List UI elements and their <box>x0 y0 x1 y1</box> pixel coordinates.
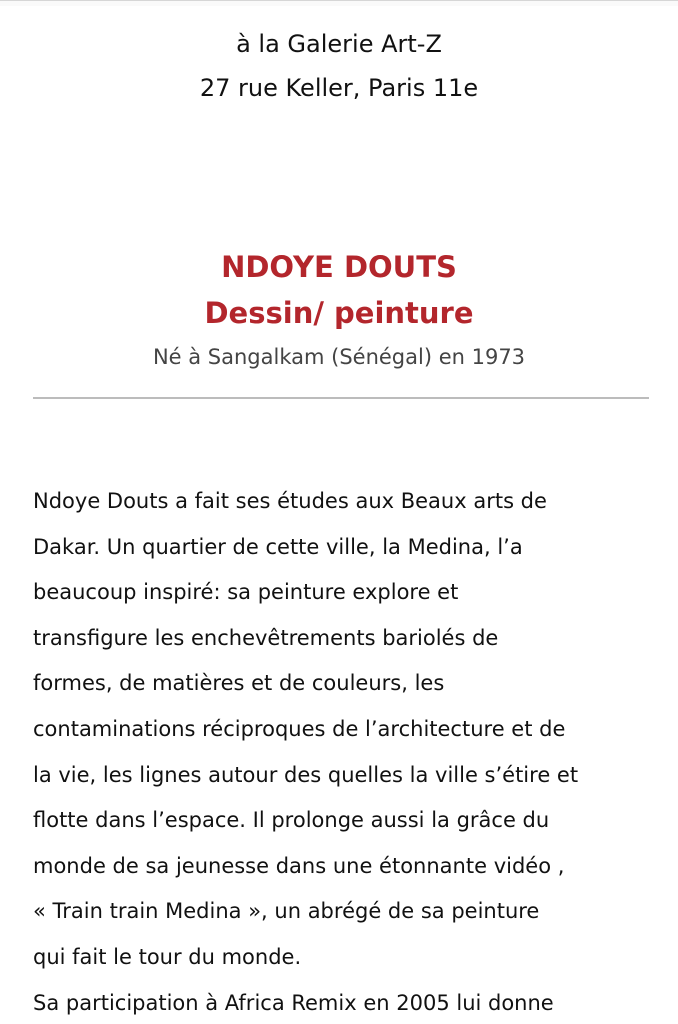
bio-line: contaminations réciproques de l’architecture et de <box>33 716 566 741</box>
venue-name: à la Galerie Art-Z <box>236 30 442 58</box>
bio-line: Sa participation à Africa Remix en 2005 lui donne <box>33 990 554 1015</box>
artist-medium: Dessin/ peinture <box>204 296 474 330</box>
venue-address: 27 rue Keller, Paris 11e <box>199 74 479 102</box>
venue-block <box>0 22 678 110</box>
bio-text <box>33 479 663 1024</box>
bio-line: monde de sa jeunesse dans une étonnante vidéo , <box>33 853 565 878</box>
bio-line: Dakar. Un quartier de cette ville, la Medina, l’a <box>33 534 523 559</box>
bio-line: la vie, les lignes autour des quelles la ville s’étire et <box>33 762 579 787</box>
bio-line: qui fait le tour du monde. <box>33 944 302 969</box>
bio-line: formes, de matières et de couleurs, les <box>33 671 445 696</box>
artist-birth: Né à Sangalkam (Sénégal) en 1973 <box>152 345 526 369</box>
bio-line: transfigure les enchevêtrements bariolés de <box>33 625 499 650</box>
top-border <box>0 0 678 6</box>
divider <box>33 397 649 399</box>
bio-line: « Train train Medina », un abrégé de sa peinture <box>33 899 540 924</box>
bio-line: Ndoye Douts a fait ses études aux Beaux arts de <box>33 489 547 513</box>
artist-name: NDOYE DOUTS <box>221 250 457 284</box>
bio-line: flotte dans l’espace. Il prolonge aussi la grâce du <box>33 808 550 833</box>
bio-line: beaucoup inspiré: sa peinture explore et <box>33 580 459 605</box>
artist-header <box>0 244 678 372</box>
